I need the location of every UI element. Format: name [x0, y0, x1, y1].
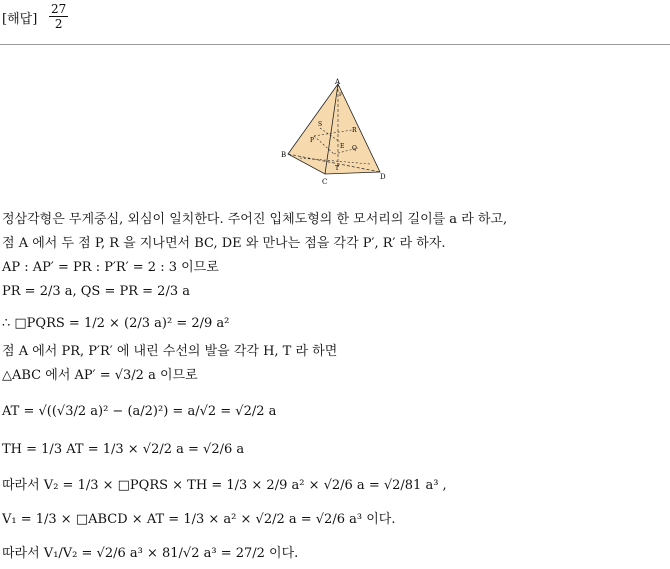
vertex-label-e: E [340, 143, 345, 150]
solution-line-7: △ABC 에서 AP′ = √3/2 a 이므로 [2, 368, 198, 383]
solution-line-4: PR = 2/3 a, QS = PR = 2/3 a [2, 284, 190, 299]
solution-line-5: ∴ □PQRS = 1/2 × (2/3 a)² = 2/9 a² [2, 316, 230, 331]
answer-denominator: 2 [54, 17, 63, 31]
pyramid-figure [280, 76, 390, 188]
vertex-label-b: B [281, 151, 287, 159]
vertex-label-p: P [310, 137, 315, 144]
solution-line-6: 점 A 에서 PR, P′R′ 에 내린 수선의 발을 각각 H, T 라 하면 [2, 344, 338, 359]
vertex-label-r: R [352, 127, 357, 134]
vertex-label-c: C [322, 178, 328, 186]
vertex-label-f: F [339, 92, 343, 98]
solution-line-10: 따라서 V₂ = 1/3 × □PQRS × TH = 1/3 × 2/9 a² × √2/6 a = √2/81 a³ , [2, 478, 447, 493]
solution-line-9: TH = 1/3 AT = 1/3 × √2/2 a = √2/6 a [2, 442, 245, 457]
vertex-label-q: Q [352, 145, 357, 152]
vertex-label-t: T [335, 165, 340, 172]
divider [0, 44, 670, 45]
solution-line-1: 정삼각형은 무게중심, 외심이 일치한다. 주어진 입체도형의 한 모서리의 길이를 a 라 하고, [2, 212, 508, 227]
solution-line-12: 따라서 V₁/V₂ = √2/6 a³ × 81/√2 a³ = 27/2 이다. [2, 546, 299, 561]
vertex-label-d: D [380, 173, 386, 181]
answer-numerator: 27 [51, 2, 67, 16]
vertex-label-a: A [335, 78, 341, 86]
solution-line-11: V₁ = 1/3 × □ABCD × AT = 1/3 × a² × √2/2 a = √2/6 a³ 이다. [2, 512, 396, 527]
answer-value [48, 2, 69, 31]
vertex-label-s: S [318, 121, 323, 128]
solution-line-2: 점 A 에서 두 점 P, R 을 지나면서 BC, DE 와 만나는 점을 각각 P′, R′ 라 하자. [2, 236, 446, 251]
solution-line-3: AP : AP′ = PR : P′R′ = 2 : 3 이므로 [2, 260, 219, 275]
answer-label: [해답] [2, 12, 38, 27]
solution-line-8: AT = √((√3/2 a)² − (a/2)²) = a/√2 = √2/2 a [2, 404, 277, 419]
